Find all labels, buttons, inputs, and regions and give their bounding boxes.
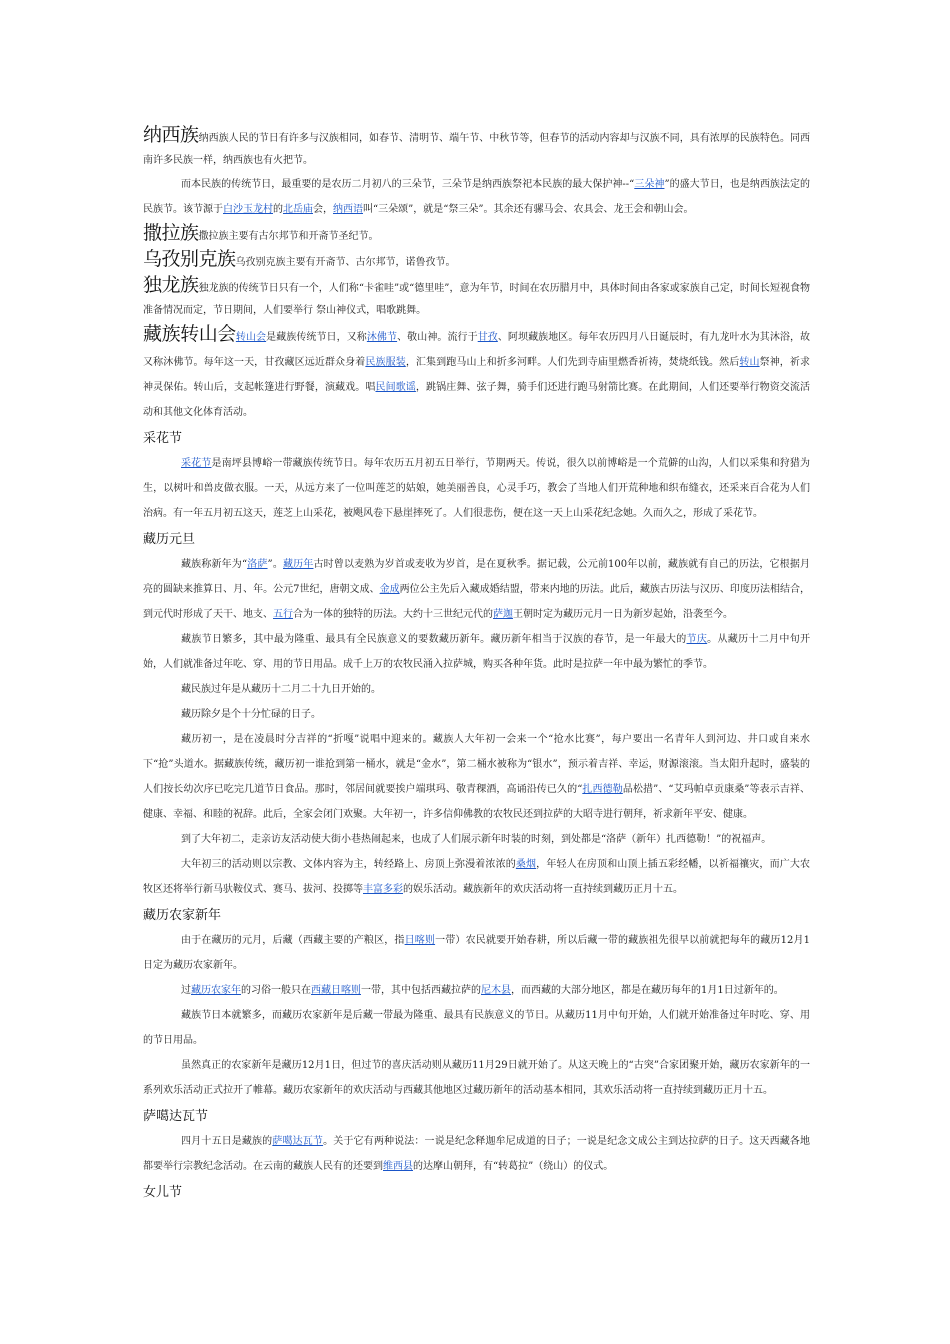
text-span: ，汇集到跑马山上和折多河畔。人们先到寺庙里燃香祈祷，焚烧纸钱。然后: [405, 357, 740, 368]
link-zhaxidele[interactable]: 扎西德勒: [582, 784, 623, 795]
nver-heading: 女儿节: [143, 1185, 183, 1200]
text-span: 王朝时定为藏历元月一日为新岁起始，沿袭至今。: [513, 609, 733, 620]
link-weixixian[interactable]: 维西县: [383, 1161, 413, 1172]
text-span: 由于在藏历的元月，后藏（西藏主要的产粮区，指: [181, 935, 405, 946]
link-minzufuzhuang[interactable]: 民族服装: [365, 357, 406, 368]
text-span: 四月十五日是藏族的: [181, 1136, 273, 1147]
link-sanduoshen[interactable]: 三朵神: [634, 179, 665, 190]
text-span: 藏族节日繁多，其中最为隆重、最具有全民族意义的要数藏历新年。藏历新年相当于汉族的春节，是一年最大的: [181, 634, 687, 645]
text-span: 一带）农民就要开始春耕，所以后藏一带的藏族祖先很早以前就把每年的藏历12月1日定为藏历农家新年。: [143, 935, 811, 971]
zangli-paragraph-4: 藏历除夕是个十分忙碌的日子。: [181, 709, 321, 720]
document-page: [143, 124, 810, 1205]
nongjia-paragraph-3: 藏族节日本就繁多，而藏历农家新年是后藏一带最为隆重、最具有民族意义的节日。从藏历11月中旬开始，人们就开始准备过年时吃、穿、用的节日用品。: [143, 1010, 810, 1046]
text-span: 古时曾以麦熟为岁首或麦收为岁首，是在夏秋季。据记载，公元前100年以前，藏族就有自己的历法，它根据月亮的圆缺来推算日、月、年。公元7世纪，唐朝文成、: [143, 559, 810, 595]
uzbek-title: 乌孜别克族: [143, 248, 236, 270]
text-span: 的习俗一般只在: [241, 985, 311, 996]
link-sangyan[interactable]: 桑烟: [515, 859, 537, 870]
text-span: 祭神，祈求神灵保佑。转山后，支起帐篷进行野餐，演藏戏。唱: [143, 357, 811, 393]
text-span: 的: [273, 204, 283, 215]
uzbek-paragraph: [143, 248, 810, 274]
link-rikaze[interactable]: 日喀则: [404, 935, 436, 946]
link-mufojie[interactable]: 沐佛节: [366, 332, 398, 343]
link-sajia[interactable]: 萨迦: [493, 609, 513, 620]
dulong-text: 独龙族的传统节日只有一个，人们称“卡雀哇”或“德里哇”，意为年节，时间在农历腊月中，具体时间由各家或家族自己定，时间长短视食物准备情况而定，节日期间，人们要举行 祭山神仪式，唱歌跳舞。: [143, 283, 810, 316]
link-baisha-yulong[interactable]: 白沙玉龙村: [223, 204, 273, 215]
text-span: 而本民族的传统节日，最重要的是农历二月初八的三朵节，三朵节是纳西族祭祀本民族的最大保护神--“: [181, 179, 635, 190]
zangli-paragraph-1: [143, 552, 810, 627]
zangli-paragraph-6: 到了大年初二，走亲访友活动使大街小巷热闹起来，也成了人们展示新年时装的时刻，到处都是“洛萨（新年）扎西德勒！”的祝福声。: [181, 834, 772, 845]
text-span: 、敬山神。流行于: [397, 332, 478, 343]
text-span: 两位公主先后入藏成婚结盟，带来内地的历法。此后，藏族古历法与汉历、印度历法相结合，到元代时形成了天干、地支、: [143, 584, 811, 620]
zangli-paragraph-7: [143, 852, 810, 902]
zhuanshan-title: 藏族转山会: [143, 323, 236, 345]
text-span: 品松措”、“艾玛帕卓贡康桑”等表示吉祥、健康、幸福、和睦的祝辞。此后，全家会闭门欢聚。大年初一，许多信仰佛教的农牧民还到拉萨的大昭寺进行朝拜，祈求新年平安、健康。: [143, 784, 811, 820]
text-span: 。关于它有两种说法：一说是纪念释迦牟尼成道的日子；一说是纪念文成公主到达拉萨的日子。这天西藏各地都要举行宗教纪念活动。在云南的藏族人民有的还要到: [143, 1136, 811, 1172]
link-jieqing[interactable]: 节庆: [686, 634, 708, 645]
link-caihuajie[interactable]: 采花节: [181, 458, 212, 469]
sala-text: 撒拉族主要有古尔邦节和开斋节圣纪节。: [198, 231, 379, 242]
text-span: ，年轻人在房顶和山顶上插五彩经幡，以祈福禳灾，而广大农牧区还将举行新马驮鞍仪式、赛马、拔河、投掷等: [143, 859, 811, 895]
link-minjiangeyao[interactable]: 民间歌谣: [375, 382, 416, 393]
nongjia-paragraph-4: 虽然真正的农家新年是藏历12月1日，但过节的喜庆活动则从藏历11月29日就开始了。从这天晚上的“古突”合家团聚开始，藏历农家新年的一系列欢乐活动正式拉开了帷幕。藏历农家新年的欢庆活动与西藏其他地区过藏历新年的活动基本相同，其欢乐活动将一直持续到藏历正月十五。: [143, 1060, 810, 1096]
dulong-title: 独龙族: [143, 274, 199, 296]
text-span: 合为一体的独特的历法。大约十三世纪元代的: [293, 609, 493, 620]
nongjia-paragraph-2: [143, 978, 810, 1003]
link-ganzi[interactable]: 甘孜: [477, 332, 498, 343]
link-fengfuduocai[interactable]: 丰富多彩: [363, 884, 403, 895]
zhuanshan-paragraph: [143, 322, 810, 425]
link-zhuanshan[interactable]: 转山: [739, 357, 760, 368]
naxi-sanduo-paragraph: [143, 172, 810, 222]
link-zhuanshanhui[interactable]: 转山会: [235, 332, 267, 343]
text-span: 的达摩山朝拜，有“转葛拉”（绕山）的仪式。: [413, 1161, 614, 1172]
link-zangli-nongjianian[interactable]: 藏历农家年: [191, 985, 241, 996]
sagadawa-paragraph: [143, 1129, 810, 1179]
zangli-heading: 藏历元旦: [143, 532, 196, 547]
link-luosa[interactable]: 洛萨: [247, 559, 268, 570]
text-span: ”。: [267, 559, 283, 570]
text-span: 的娱乐活动。藏族新年的欢庆活动将一直持续到藏历正月十五。: [403, 884, 683, 895]
text-span: 一带，其中包括西藏拉萨的: [361, 985, 481, 996]
text-span: 过: [181, 985, 191, 996]
text-span: 是南坪县博峪一带藏族传统节日。每年农历五月初五日举行，节期两天。传说，很久以前博峪是一个荒僻的山沟，人们以采集和狩猎为生，以树叶和兽皮做衣服。一天，从远方来了一位叫莲芝的姑娘，她美丽善良，心灵手巧，教会了当地人们开荒种地和织布缝衣，还采来百合花为人们治病。有一年五月初五这天，莲芝上山采花，被飓风卷下悬崖摔死了。人们很悲伤，便在这一天上山采花纪念她。久而久之，形成了采花节。: [143, 458, 811, 519]
link-jincheng[interactable]: 金成: [379, 584, 400, 595]
sala-title: 撒拉族: [143, 222, 199, 244]
dulong-paragraph: [143, 274, 810, 322]
uzbek-text: 乌孜别克族主要有开斋节、古尔邦节，诺鲁孜节。: [235, 257, 456, 268]
link-zangli-nian[interactable]: 藏历年: [282, 559, 314, 570]
text-span: ”的盛大节日，也是纳西族法定的民族节。该节源于: [143, 179, 811, 215]
link-nimuxian[interactable]: 尼木县: [481, 985, 511, 996]
caihua-paragraph: [143, 451, 810, 526]
link-naxiyu[interactable]: 纳西语: [333, 204, 363, 215]
naxi-title: 纳西族: [143, 124, 199, 146]
zangli-paragraph-2: [143, 627, 810, 677]
link-xizang-rikaze[interactable]: 西藏日喀则: [311, 985, 361, 996]
link-wuxing[interactable]: 五行: [273, 609, 293, 620]
zangli-paragraph-5: [143, 727, 810, 827]
naxi-paragraph: [143, 124, 810, 172]
text-span: 叫“三朵颂”，就是“祭三朵”。其余还有骡马会、农具会、龙王会和朝山会。: [363, 204, 694, 215]
zangli-paragraph-3: 藏民族过年是从藏历十二月二十九日开始的。: [181, 684, 381, 695]
text-span: 、阿坝藏族地区。每年农历四月八日诞辰时，有九龙叶水为其沐浴，故又称沐佛节。每年这一天，甘孜藏区远近群众身着: [143, 332, 811, 368]
text-span: 。从藏历十二月中旬开始，人们就准备过年吃、穿、用的节日用品。成千上万的农牧民涌入拉萨城，购买各种年货。此时是拉萨一年中最为繁忙的季节。: [143, 634, 811, 670]
sagadawa-heading: 萨噶达瓦节: [143, 1109, 209, 1124]
text-span: 大年初三的活动则以宗教、文体内容为主，转经路上、房顶上弥漫着浓浓的: [181, 859, 516, 870]
text-span: ，跳锅庄舞、弦子舞，骑手们还进行跑马射箭比赛。在此期间，人们还要举行物资交流活动和其他文化体育活动。: [143, 382, 811, 418]
naxi-text: 纳西族人民的节日有许多与汉族相同，如春节、清明节、端午节、中秋节等，但春节的活动内容却与汉族不同，具有浓厚的民族特色。同西南许多民族一样，纳西族也有火把节。: [143, 133, 810, 166]
sala-paragraph: [143, 222, 810, 248]
nongjia-heading: 藏历农家新年: [143, 908, 222, 923]
text-span: 会，: [313, 204, 333, 215]
text-span: 是藏族传统节日，又称: [266, 332, 367, 343]
text-span: 藏族称新年为“: [181, 559, 248, 570]
text-span: 藏历初一，是在凌晨时分吉祥的“折嘎”说唱中迎来的。藏族人大年初一会来一个“抢水比赛”，每户要出一名青年人到河边、井口或自来水下“抢”头道水。据藏族传统，藏历初一谁抢到第一桶水，就是“金水”，第二桶水被称为“银水”，预示着吉祥、幸运，财源滚滚。当太阳升起时，盛装的人们按长幼次序已吃完几道节日食品。那时，邻居间就要挨户端琪玛、敬青稞酒，高诵沿传已久的“: [143, 734, 810, 795]
nongjia-paragraph-1: [143, 928, 810, 978]
text-span: ，而西藏的大部分地区，都是在藏历每年的1月1日过新年的。: [511, 985, 784, 996]
link-sagadawajie[interactable]: 萨噶达瓦节: [272, 1136, 324, 1147]
link-beiyuemiao[interactable]: 北岳庙: [283, 204, 313, 215]
caihua-heading: 采花节: [143, 431, 183, 446]
